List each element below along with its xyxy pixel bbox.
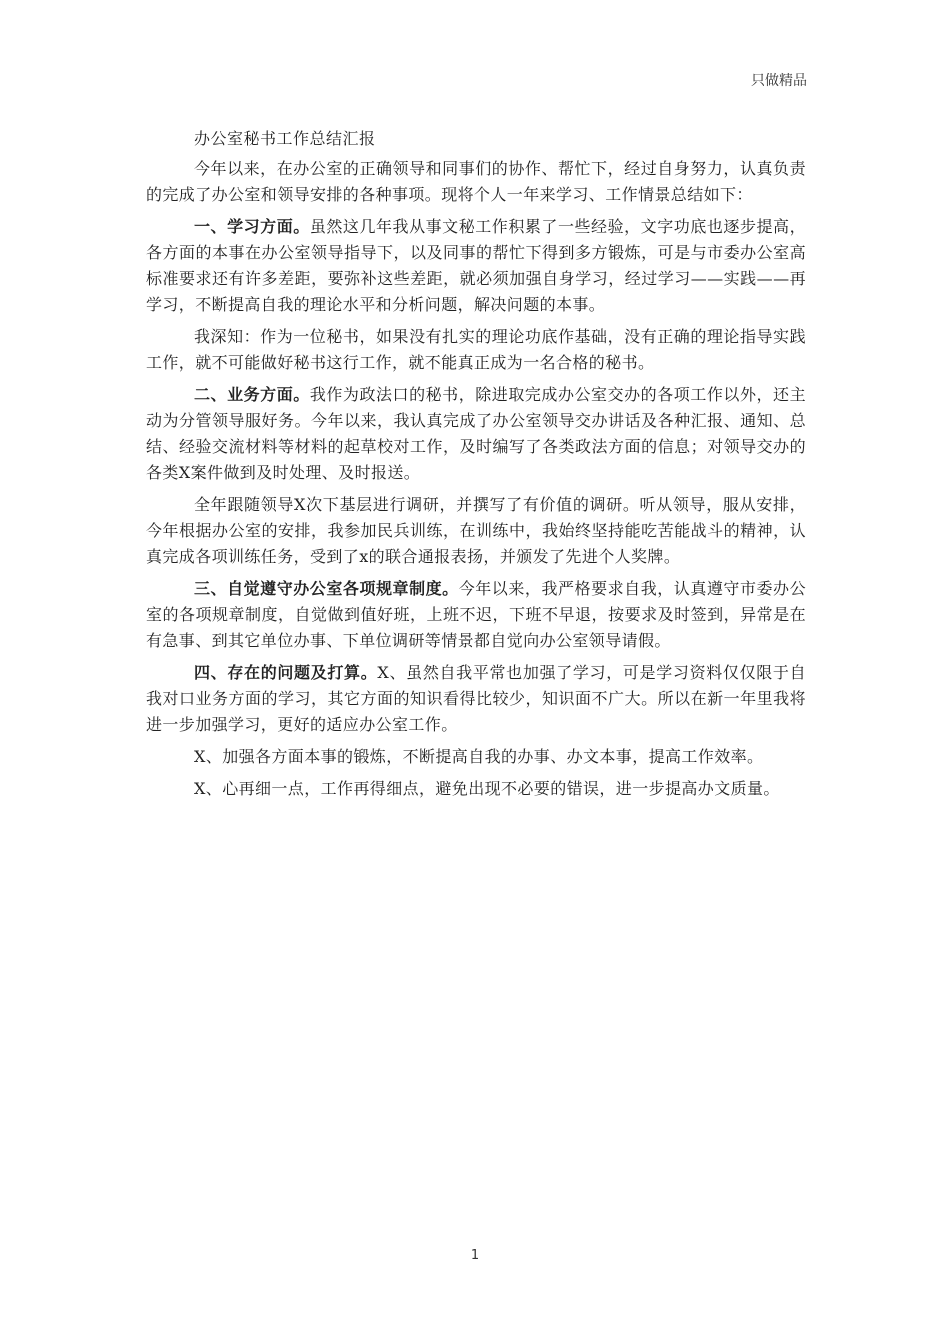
paragraph-problems <box>146 660 806 738</box>
paragraph-lead: 一、学习方面。 <box>194 217 310 236</box>
paragraph-text: 我深知：作为一位秘书，如果没有扎实的理论功底作基础，没有正确的理论指导实践工作，就不可能做好秘书这行工作，就不能真正成为一名合格的秘书。 <box>146 327 806 372</box>
paragraph-plan-skills <box>146 744 806 770</box>
paragraph-text: 今年以来，我严格要求自我，认真遵守市委办公室的各项规章制度，自觉做到值好班，上班不迟，下班不早退，按要求及时签到，异常是在有急事、到其它单位办事、下单位调研等情景都自觉向办公室领导请假。 <box>146 579 807 650</box>
paragraph-text: X、心再细一点，工作再得细点，避免出现不必要的错误，进一步提高办文质量。 <box>194 779 780 798</box>
document-body <box>146 126 806 808</box>
paragraph-study <box>146 214 806 318</box>
paragraph-plan-quality <box>146 776 806 802</box>
paragraph-text: X、加强各方面本事的锻炼，不断提高自我的办事、办文本事，提高工作效率。 <box>194 747 764 766</box>
header-note: 只做精品 <box>751 73 807 89</box>
page-number: 1 <box>470 1248 480 1263</box>
paragraph-lead: 三、自觉遵守办公室各项规章制度。 <box>194 579 459 598</box>
paragraph-text: X、虽然自我平常也加强了学习，可是学习资料仅仅限于自我对口业务方面的学习，其它方面的知识看得比较少，知识面不广大。所以在新一年里我将进一步加强学习，更好的适应办公室工作。 <box>146 663 807 734</box>
paragraph-business <box>146 382 806 486</box>
paragraph-lead: 二、业务方面。 <box>194 385 310 404</box>
paragraph-text: 虽然这几年我从事文秘工作积累了一些经验，文字功底也逐步提高，各方面的本事在办公室领导指导下，以及同事的帮忙下得到多方锻炼，可是与市委办公室高标准要求还有许多差距，要弥补这些差距，就必须加强自身学习，经过学习——实践——再学习，不断提高自我的理论水平和分析问题，解决问题的本事。 <box>146 217 806 314</box>
paragraph-intro <box>146 156 806 208</box>
paragraph-research <box>146 492 806 570</box>
paragraph-study-reflection <box>146 324 806 376</box>
paragraph-text: 我作为政法口的秘书，除进取完成办公室交办的各项工作以外，还主动为分管领导服好务。今年以来，我认真完成了办公室领导交办讲话及各种汇报、通知、总结、经验交流材料等材料的起草校对工作，及时编写了各类政法方面的信息；对领导交办的各类X案件做到及时处理、及时报送。 <box>146 385 806 482</box>
document-title: 办公室秘书工作总结汇报 <box>194 129 376 148</box>
paragraph-rules <box>146 576 806 654</box>
paragraph-text: 今年以来，在办公室的正确领导和同事们的协作、帮忙下，经过自身努力，认真负责的完成了办公室和领导安排的各种事项。现将个人一年来学习、工作情景总结如下： <box>146 159 806 204</box>
paragraph-text: 全年跟随领导X次下基层进行调研，并撰写了有价值的调研。听从领导，服从安排，今年根据办公室的安排，我参加民兵训练，在训练中，我始终坚持能吃苦能战斗的精神，认真完成各项训练任务，受到了x的联合通报表扬，并颁发了先进个人奖牌。 <box>146 495 806 566</box>
paragraph-lead: 四、存在的问题及打算。 <box>194 663 378 682</box>
